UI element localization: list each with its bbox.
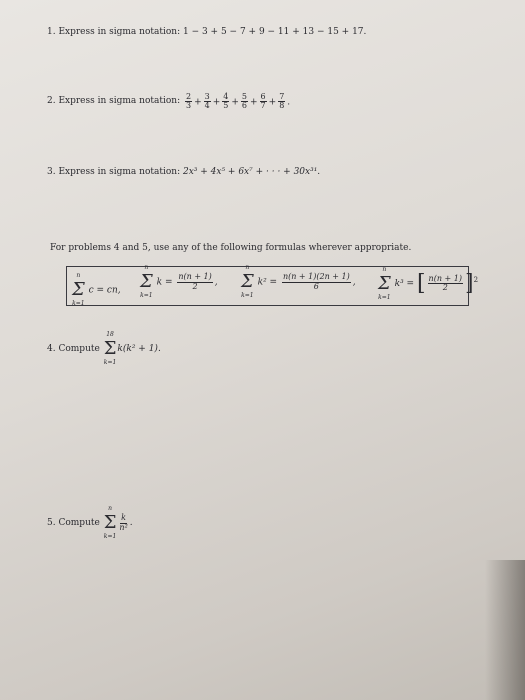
plus-sign: +	[212, 97, 221, 108]
problem-5-fraction: $\frac{k}{\text{n²}}$	[119, 513, 128, 532]
formula-4-lhs: k³ =	[394, 279, 415, 289]
fraction-term: $\frac{3}{4}$	[204, 92, 210, 111]
problem-5-text: Compute	[58, 517, 100, 528]
formula-4: Σ n k=1 k³ = [ $\frac{n(n + 1)}{2}$ ]$^2$	[378, 265, 479, 301]
problem-1-number: 1.	[47, 27, 56, 37]
problem-2-text: Express in sigma notation:	[58, 96, 181, 107]
plus-sign: +	[231, 97, 239, 108]
problem-3	[47, 168, 320, 177]
problem-2-number: 2.	[47, 96, 56, 107]
formula-2-lhs: k	[156, 277, 163, 288]
formula-1-rhs: = cn,	[96, 285, 121, 296]
formula-4-fraction: $\frac{n(n + 1)}{2}$	[428, 273, 462, 292]
problem-3-expr: 2x³ + 4x⁵ + 6x⁷ + · · · + 30x³¹.	[182, 167, 321, 177]
problem-4	[47, 331, 161, 366]
fraction-term: $\frac{4}{5}$	[223, 92, 229, 111]
plus-sign: +	[250, 97, 258, 108]
sigma-symbol: Σ n k=1	[378, 265, 391, 301]
problem-4-expr: k(k² + 1).	[117, 343, 161, 354]
problem-2	[47, 93, 290, 111]
problem-4-text: Compute	[58, 343, 100, 354]
formula-3: Σ n k=1 k² = $\frac{n(n + 1)(2n + 1)}{6}$ ,	[241, 264, 356, 299]
sigma-symbol: Σ n k=1	[103, 505, 117, 540]
period: .	[287, 97, 291, 108]
plus-sign: +	[268, 97, 277, 108]
problem-1	[47, 28, 366, 37]
problem-1-text: Express in sigma notation:	[58, 27, 181, 37]
fraction-term: $\frac{2}{3}$	[185, 92, 192, 111]
formula-1-lhs: c	[88, 285, 94, 296]
plus-sign: +	[194, 97, 202, 108]
formula-box	[66, 264, 479, 307]
formula-2-fraction: $\frac{n(n + 1)}{2}$	[178, 272, 212, 291]
problem-2-expression	[183, 93, 290, 111]
sigma-symbol: Σ n k=1	[140, 264, 153, 299]
sigma-symbol: Σ 18 k=1	[103, 331, 117, 366]
fraction-term: $\frac{5}{6}$	[241, 92, 247, 111]
sigma-symbol: Σ n k=1	[72, 272, 85, 307]
instructions: For problems 4 and 5, use any of the following formulas wherever appropriate.	[50, 243, 412, 253]
problem-5-number: 5.	[47, 517, 56, 528]
formula-2: Σ n k=1 k = $\frac{n(n + 1)}{2}$ ,	[140, 264, 218, 299]
problem-3-text: Express in sigma notation:	[58, 167, 181, 177]
formula-3-lhs: k² =	[257, 277, 278, 288]
problem-1-expr: 1 − 3 + 5 − 7 + 9 − 11 + 13 − 15 + 17.	[182, 27, 367, 37]
problem-3-number: 3.	[47, 167, 56, 177]
problem-5: 5. Compute Σ n k=1 $\frac{k}{\text{n²}}$ .	[47, 505, 133, 540]
fraction-term: $\frac{7}{8}$	[279, 92, 285, 111]
fraction-term: $\frac{6}{7}$	[260, 92, 266, 111]
formula-3-fraction: $\frac{n(n + 1)(2n + 1)}{6}$	[282, 272, 350, 291]
problem-4-number: 4.	[47, 343, 56, 354]
page-shadow	[485, 560, 525, 700]
formula-1	[71, 272, 121, 307]
sigma-symbol: Σ n k=1	[241, 264, 254, 299]
